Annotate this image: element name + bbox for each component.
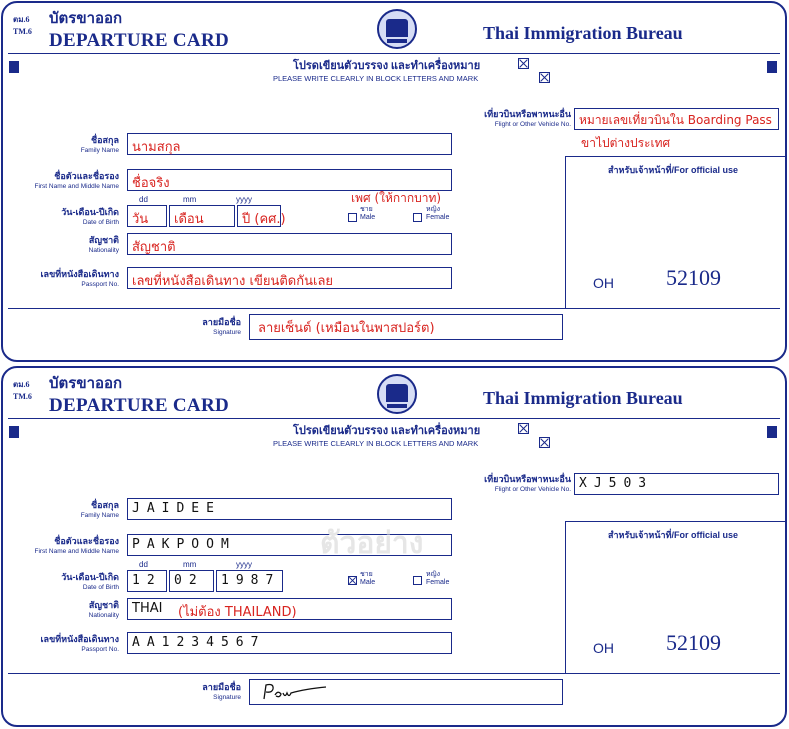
passport-field[interactable]: [127, 632, 452, 654]
first-name-label: ชื่อตัวและชื่อรอง First Name and Middle Name: [34, 536, 119, 555]
dob-mm-hint: mm: [183, 560, 197, 569]
card-number: 52109: [666, 630, 721, 655]
mark-example-icon: [518, 423, 529, 434]
title-en: DEPARTURE CARD: [49, 30, 229, 51]
mark-example-icon: [539, 72, 550, 83]
form-code-en: TM.6: [13, 392, 32, 401]
oh-label: OH: [593, 275, 614, 291]
passport-value: AA1234567: [132, 635, 266, 650]
instruction-en: PLEASE WRITE CLEARLY IN BLOCK LETTERS AND MARK: [273, 439, 479, 448]
watermark-text: ตัวอย่าง: [320, 526, 424, 561]
instruction-th: โปรดเขียนตัวบรรจง และทำเครื่องหมาย: [293, 425, 481, 437]
signature-field[interactable]: [249, 314, 563, 340]
immigration-emblem-icon: [377, 374, 417, 414]
first-name-value: PAKPOOM: [132, 537, 236, 552]
flight-label: เที่ยวบินหรือพาหนะอื่น Flight or Other Vehicle No.: [484, 474, 571, 493]
family-name-field[interactable]: [127, 498, 452, 520]
dob-year-field[interactable]: [216, 570, 283, 592]
family-name-label: ชื่อสกุล Family Name: [80, 500, 119, 519]
corner-mark-icon: [9, 61, 19, 73]
bureau-name: Thai Immigration Bureau: [483, 23, 683, 43]
dob-day-value: วัน: [132, 212, 149, 227]
corner-mark-icon: [9, 426, 19, 438]
title-en: DEPARTURE CARD: [49, 395, 229, 416]
male-label: ชาย Male: [360, 571, 376, 586]
divider: [8, 418, 780, 419]
form-code-th: ตม.6: [13, 380, 30, 389]
family-name-label: ชื่อสกุล Family Name: [80, 135, 119, 154]
flight-value: หมายเลขเที่ยวบินใน Boarding Pass: [579, 113, 772, 127]
dob-month-field[interactable]: [169, 205, 235, 227]
family-name-value: นามสกุล: [132, 140, 181, 155]
handwritten-signature-icon: [260, 681, 340, 703]
instruction-th: โปรดเขียนตัวบรรจง และทำเครื่องหมาย: [293, 60, 481, 72]
dob-dd-hint: dd: [139, 195, 148, 204]
female-label: หญิง Female: [426, 571, 450, 586]
immigration-emblem-icon: [377, 9, 417, 49]
passport-value: เลขที่หนังสือเดินทาง เขียนติดกันเลย: [132, 274, 334, 289]
passport-field[interactable]: [127, 267, 452, 289]
nationality-label: สัญชาติ Nationality: [88, 600, 119, 619]
family-name-value: JAIDEE: [132, 501, 221, 516]
female-checkbox[interactable]: [413, 576, 422, 585]
male-label: ชาย Male: [360, 206, 376, 221]
flight-field[interactable]: [574, 473, 779, 495]
nationality-value: สัญชาติ: [132, 240, 176, 255]
dob-year-value: ปี (คศ.): [242, 212, 286, 227]
form-code-th: ตม.6: [13, 15, 30, 24]
flight-field[interactable]: [574, 108, 779, 130]
official-use-title: สำหรับเจ้าหน้าที่/For official use: [608, 530, 739, 540]
nationality-label: สัญชาติ Nationality: [88, 235, 119, 254]
dob-day-field[interactable]: [127, 570, 167, 592]
signature-label: ลายมือชื่อ Signature: [202, 317, 241, 336]
dob-yyyy-hint: yyyy: [236, 195, 252, 204]
dob-label: วัน-เดือน-ปีเกิด Date of Birth: [61, 207, 119, 226]
dob-day-field[interactable]: [127, 205, 167, 227]
dob-dd-hint: dd: [139, 560, 148, 569]
nationality-field[interactable]: [127, 233, 452, 255]
male-checkbox[interactable]: [348, 576, 357, 585]
flight-value: XJ503: [579, 476, 654, 491]
first-name-field[interactable]: [127, 169, 452, 191]
corner-mark-icon: [767, 61, 777, 73]
dob-month-field[interactable]: [169, 570, 214, 592]
male-checkbox[interactable]: [348, 213, 357, 222]
signature-field[interactable]: [249, 679, 563, 705]
official-use-box: [565, 521, 785, 673]
dob-day-value: 12: [132, 573, 162, 588]
nationality-note: (ไม่ต้อง THAILAND): [178, 605, 297, 620]
divider: [8, 53, 780, 54]
oh-label: OH: [593, 640, 614, 656]
departure-card-example-1: [1, 1, 787, 362]
sex-note: เพศ (ให้กากบาท): [351, 191, 442, 205]
signature-value: ลายเซ็นต์ (เหมือนในพาสปอร์ต): [258, 321, 435, 336]
dob-month-value: 02: [174, 573, 204, 588]
dob-label: วัน-เดือน-ปีเกิด Date of Birth: [61, 572, 119, 591]
title-th: บัตรขาออก: [49, 11, 123, 27]
flight-note: ขาไปต่างประเทศ: [581, 136, 671, 150]
official-use-title: สำหรับเจ้าหน้าที่/For official use: [608, 165, 739, 175]
instruction-en: PLEASE WRITE CLEARLY IN BLOCK LETTERS AND MARK: [273, 74, 479, 83]
mark-example-icon: [539, 437, 550, 448]
female-label: หญิง Female: [426, 206, 450, 221]
female-checkbox[interactable]: [413, 213, 422, 222]
title-th: บัตรขาออก: [49, 376, 123, 392]
passport-label: เลขที่หนังสือเดินทาง Passport No.: [40, 269, 119, 288]
dob-month-value: เดือน: [174, 212, 204, 227]
first-name-value: ชื่อจริง: [132, 176, 170, 191]
dob-yyyy-hint: yyyy: [236, 560, 252, 569]
passport-label: เลขที่หนังสือเดินทาง Passport No.: [40, 634, 119, 653]
signature-label: ลายมือชื่อ Signature: [202, 682, 241, 701]
dob-mm-hint: mm: [183, 195, 197, 204]
dob-year-value: 1987: [221, 573, 281, 588]
first-name-label: ชื่อตัวและชื่อรอง First Name and Middle Name: [34, 171, 119, 190]
card-number: 52109: [666, 265, 721, 290]
family-name-field[interactable]: [127, 133, 452, 155]
nationality-value: THAI: [132, 601, 163, 616]
flight-label: เที่ยวบินหรือพาหนะอื่น Flight or Other Vehicle No.: [484, 109, 571, 128]
form-code-en: TM.6: [13, 27, 32, 36]
mark-example-icon: [518, 58, 529, 69]
dob-year-field[interactable]: [237, 205, 286, 227]
divider: [8, 673, 780, 674]
bureau-name: Thai Immigration Bureau: [483, 388, 683, 408]
official-use-box: [565, 156, 785, 308]
divider: [8, 308, 780, 309]
nationality-field[interactable]: [127, 598, 452, 620]
corner-mark-icon: [767, 426, 777, 438]
